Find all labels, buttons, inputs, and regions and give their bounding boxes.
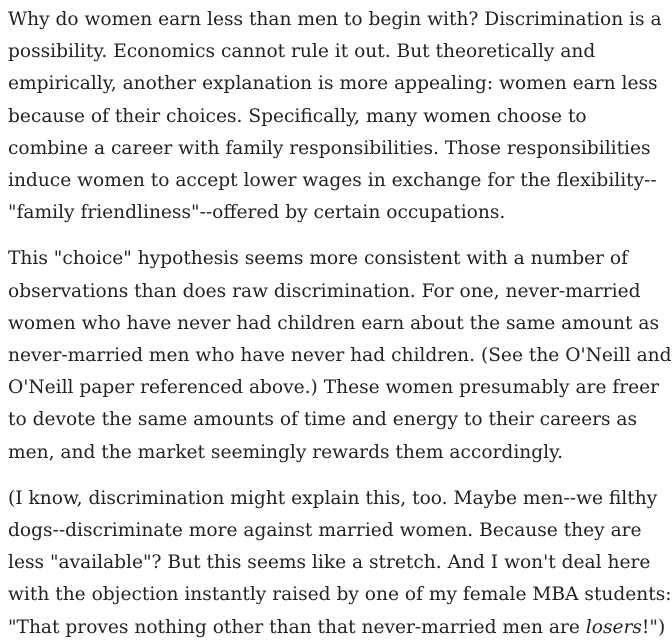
paragraph-3-end: !") (641, 616, 666, 638)
paragraph-3-text: (I know, discrimination might explain this, too. Maybe men--we filthy dogs--discriminate more against married women. Because they are less "available"? But this seems like a stretch. And I won't deal here with the objection instantly raised by one of my female MBA students: "That proves nothing other than that never-married men are (8, 487, 672, 638)
emphasis-losers: losers (585, 616, 642, 638)
paragraph-3 (8, 483, 672, 644)
article-body (8, 4, 672, 644)
paragraph-2: This "choice" hypothesis seems more consistent with a number of observations than does raw discrimination. For one, never-married women who have never had children earn about the same amount as never-married men who have never had children. (See the O'Neill and O'Neill paper referenced above.) These women presumably are freer to devote the same amounts of time and energy to their careers as men, and the market seemingly rewards them accordingly. (8, 248, 672, 463)
paragraph-1: Why do women earn less than men to begin with? Discrimination is a possibility. Economics cannot rule it out. But theoretically and empirically, another explanation is more appealing: women earn less because of their choices. Specifically, many women choose to combine a career with family responsibilities. Those responsibilities induce women to accept lower wages in exchange for the flexibility--"family friendliness"--offered by certain occupations. (8, 9, 662, 224)
